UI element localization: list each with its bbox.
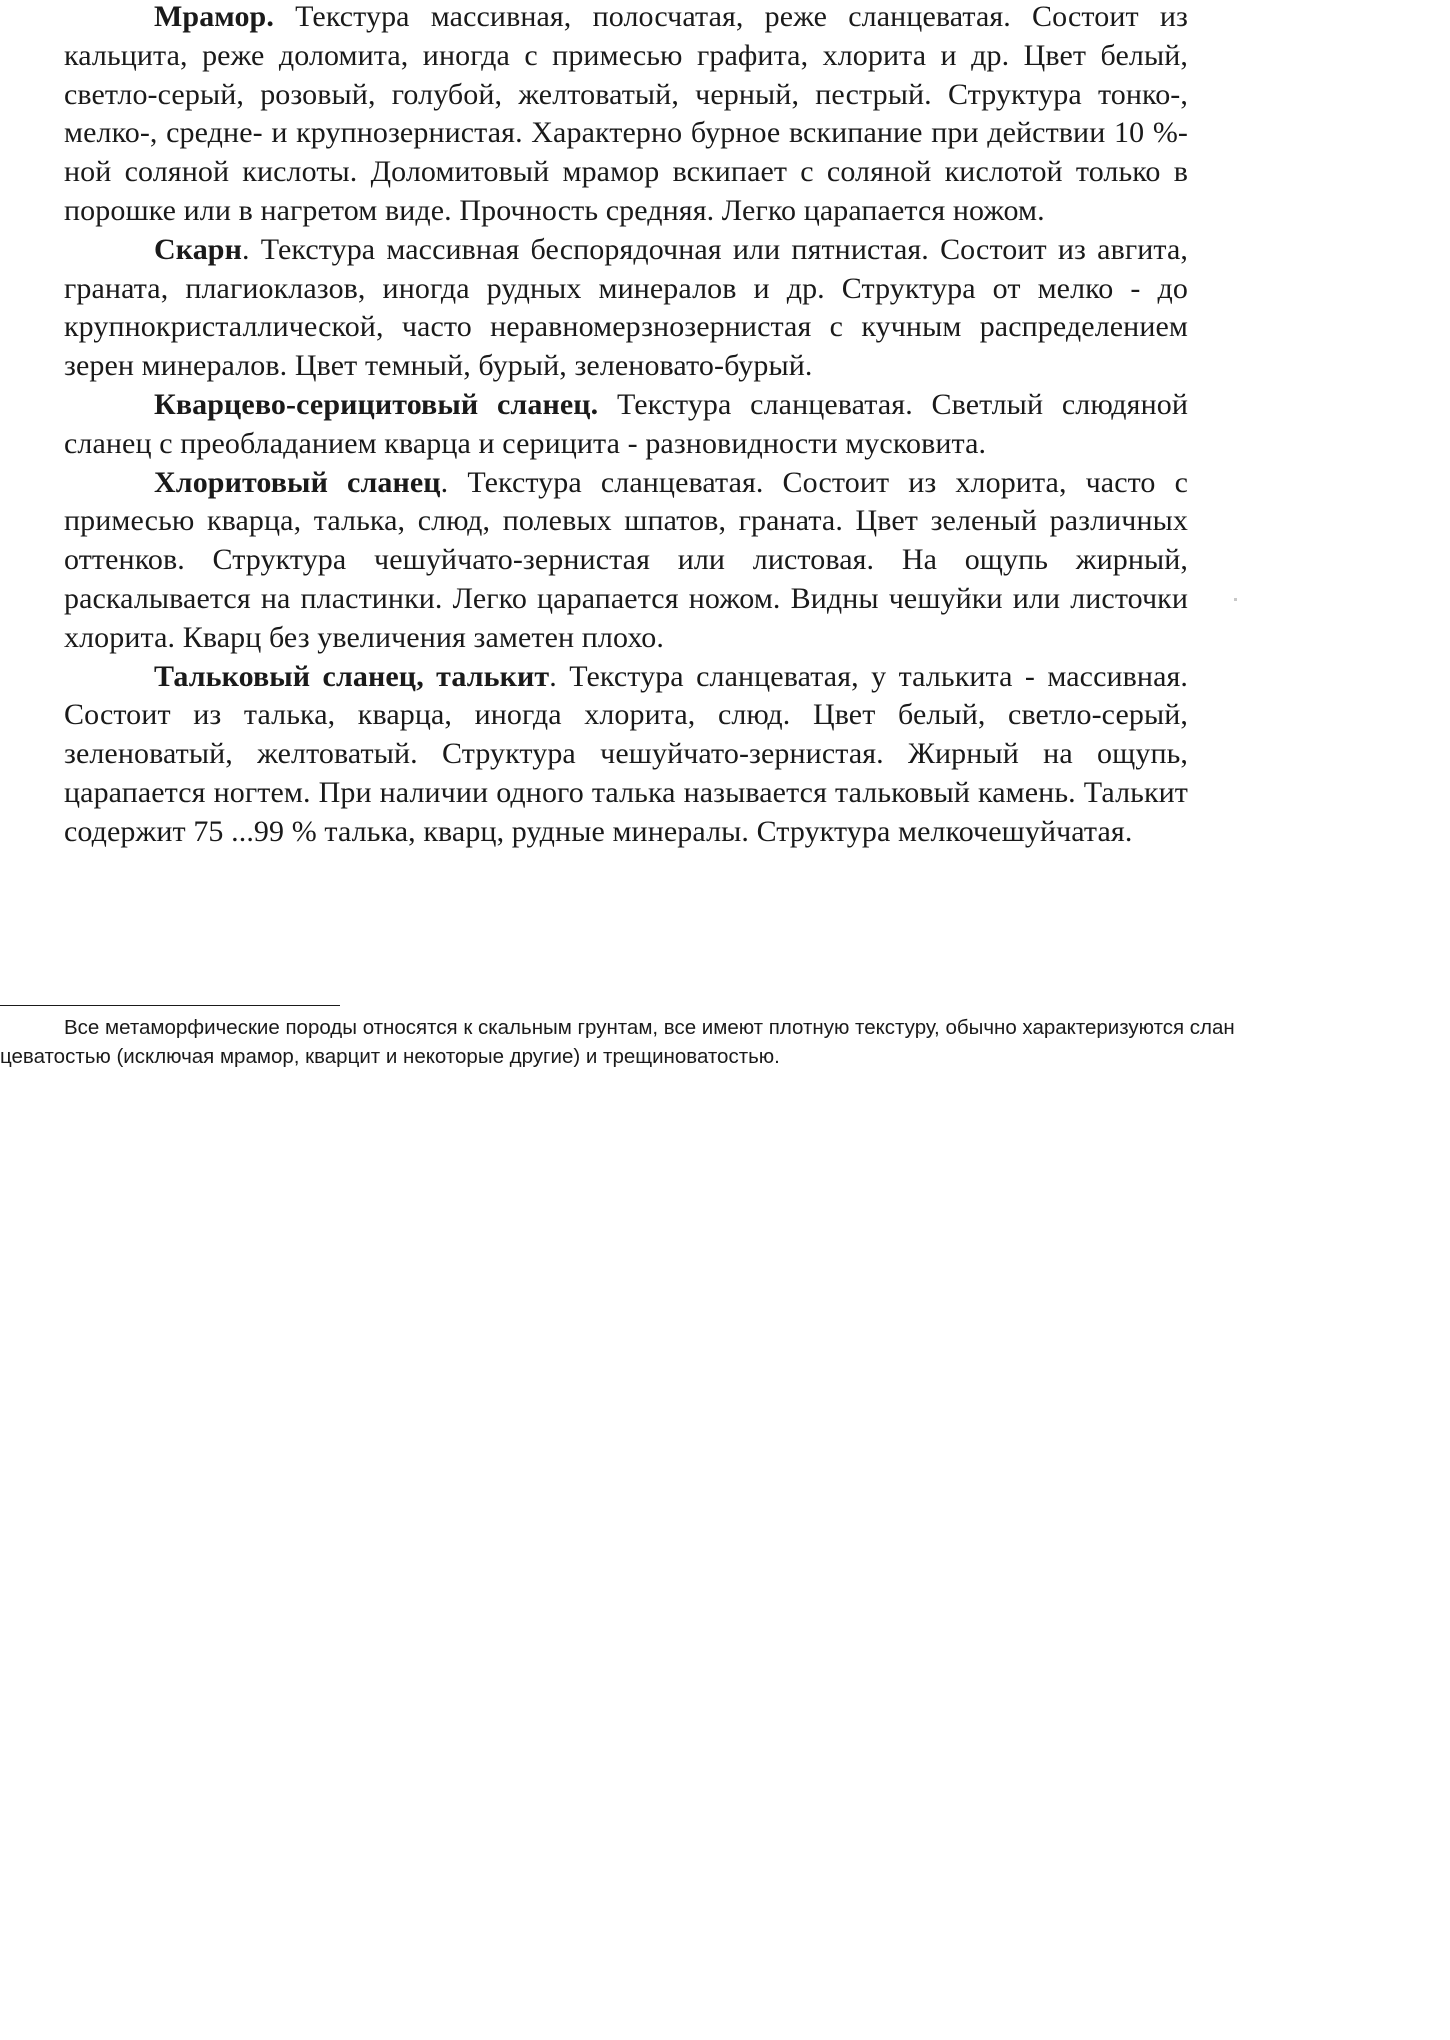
- footnote-divider: [0, 1005, 340, 1006]
- term-chlorite-schist: Хлоритовый сланец: [154, 465, 441, 499]
- paragraph-talc-schist: [64, 658, 1188, 852]
- paragraph-skarn: [64, 231, 1188, 386]
- footnote: [0, 1013, 1240, 1071]
- paragraph-quartz-sericite-schist-text: Текстура сланцеватая. Светлый слюдяной сланец с преобладанием кварца и серицита - разновидности мусковита.: [64, 387, 1188, 460]
- main-text-block: [64, 0, 1188, 852]
- term-skarn: Скарн: [154, 232, 242, 266]
- term-talc-schist: Тальковый сланец, талькит: [154, 659, 550, 693]
- paragraph-marble-text: Текстура массивная, полосчатая, реже сланцеватая. Состоит из кальцита, реже доломита, иногда с примесью графита, хлорита и др. Цвет белый, светло-серый, розовый, голубой, желтоватый, черный, пестрый. Структура тонко-, мелко-, средне- и крупнозернистая. Характерно бурное вскипание при действии 10 %-ной соляной кислоты. Доломитовый мрамор вскипает с соляной кислотой только в порошке или в нагретом виде. Прочность средняя. Легко царапается ножом.: [64, 0, 1188, 227]
- term-quartz-sericite-schist: Кварцево-серицитовый сланец.: [154, 387, 599, 421]
- paragraph-quartz-sericite-schist: [64, 386, 1188, 464]
- paragraph-skarn-text: . Текстура массивная беспорядочная или пятнистая. Состоит из авгита, граната, плагиоклазов, иногда рудных минералов и др. Структура от мелко - до крупнокристаллической, часто неравномерзнозернистая с кучным распределением зерен минералов. Цвет темный, бурый, зеленовато-бурый.: [64, 232, 1188, 383]
- footnote-text: Все метаморфические породы относятся к скальным грунтам, все имеют плотную текстуру, обычно характеризуются сланцеватостью (исключая мрамор, кварцит и некоторые другие) и трещиноватостью.: [0, 1016, 1235, 1068]
- scan-speck: [1234, 598, 1237, 601]
- term-marble: Мрамор.: [154, 0, 274, 33]
- paragraph-chlorite-schist: [64, 464, 1188, 658]
- paragraph-talc-schist-text: . Текстура сланцеватая, у талькита - массивная. Состоит из талька, кварца, иногда хлорита, слюд. Цвет белый, светло-серый, зеленоватый, желтоватый. Структура чешуйчато-зернистая. Жирный на ощупь, царапается ногтем. При наличии одного талька называется тальковый камень. Талькит содержит 75 ...99 % талька, кварц, рудные минералы. Структура мелкочешуйчатая.: [64, 659, 1188, 848]
- paragraph-chlorite-schist-text: . Текстура сланцеватая. Состоит из хлорита, часто с примесью кварца, талька, слюд, полевых шпатов, граната. Цвет зеленый различных оттенков. Структура чешуйчато-зернистая или листовая. На ощупь жирный, раскалывается на пластинки. Легко царапается ножом. Видны чешуйки или листочки хлорита. Кварц без увеличения заметен плохо.: [64, 465, 1189, 654]
- paragraph-marble: [64, 0, 1188, 231]
